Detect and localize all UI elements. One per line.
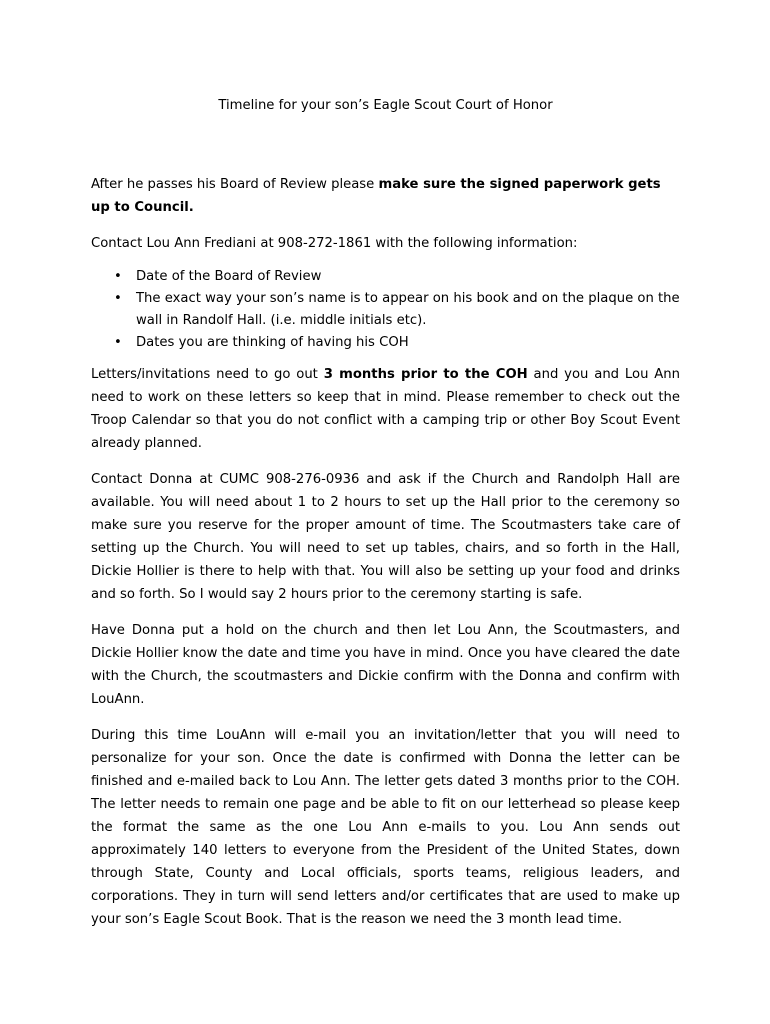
list-item-text: Dates you are thinking of having his COH (136, 335, 409, 350)
bullet-icon: • (114, 335, 122, 350)
paragraph-letters-before: Letters/invitations need to go out (91, 367, 324, 382)
list-item-text: Date of the Board of Review (136, 269, 322, 284)
paragraph-contact-lou-ann: Contact Lou Ann Frediani at 908-272-1861 with the following information: (91, 236, 578, 251)
paragraph-hold-church: Have Donna put a hold on the church and then let Lou Ann, the Scoutmasters, and Dickie Hollier know the date and time you have in mind. Once you have cleared the date with the Church, the scoutmasters and Dickie confirm with the Donna and confirm with LouAnn. (91, 623, 680, 707)
paragraph-letters-after: and you and Lou Ann need to work on these letters so keep that in mind. Please remember to check out the Troop Calendar so that you do not conflict with a camping trip or other Boy Scout Event already planned. (91, 367, 680, 451)
list-item (114, 288, 680, 332)
paragraph-board-of-review-bold: make sure the signed paperwork gets up to Council. (91, 177, 661, 215)
paragraph-board-of-review (91, 173, 680, 219)
document-title: Timeline for your son’s Eagle Scout Court of Honor (218, 98, 553, 113)
bullet-icon: • (114, 269, 122, 284)
information-list (91, 266, 680, 354)
bullet-icon: • (114, 291, 122, 306)
list-item (114, 266, 680, 288)
list-item (114, 332, 680, 354)
paragraph-letters-invitations (91, 363, 680, 455)
list-item-text: The exact way your son’s name is to appear on his book and on the plaque on the wall in Randolf Hall. (i.e. middle initials etc). (136, 291, 680, 328)
paragraph-letters-bold: 3 months prior to the COH (323, 367, 528, 382)
paragraph-board-of-review-text: After he passes his Board of Review please (91, 177, 379, 192)
paragraph-invitation-letter: During this time LouAnn will e-mail you an invitation/letter that you will need to personalize for your son. Once the date is confirmed with Donna the letter can be finished and e-mailed back to Lou Ann. The letter gets dated 3 months prior to the COH. The letter needs to remain one page and be able to fit on our letterhead so please keep the format the same as the one Lou Ann e-mails to you. Lou Ann sends out approximately 140 letters to everyone from the President of the United States, down through State, County and Local officials, sports teams, religious leaders, and corporations. They in turn will send letters and/or certificates that are used to make up your son’s Eagle Scout Book. That is the reason we need the 3 month lead time. (91, 728, 680, 927)
document-page (91, 94, 680, 944)
paragraph-contact-donna: Contact Donna at CUMC 908-276-0936 and ask if the Church and Randolph Hall are available. You will need about 1 to 2 hours to set up the Hall prior to the ceremony so make sure you reserve for the proper amount of time. The Scoutmasters take care of setting up the Church. You will need to set up tables, chairs, and so forth in the Hall, Dickie Hollier is there to help with that. You will also be setting up your food and drinks and so forth. So I would say 2 hours prior to the ceremony starting is safe. (91, 472, 680, 602)
